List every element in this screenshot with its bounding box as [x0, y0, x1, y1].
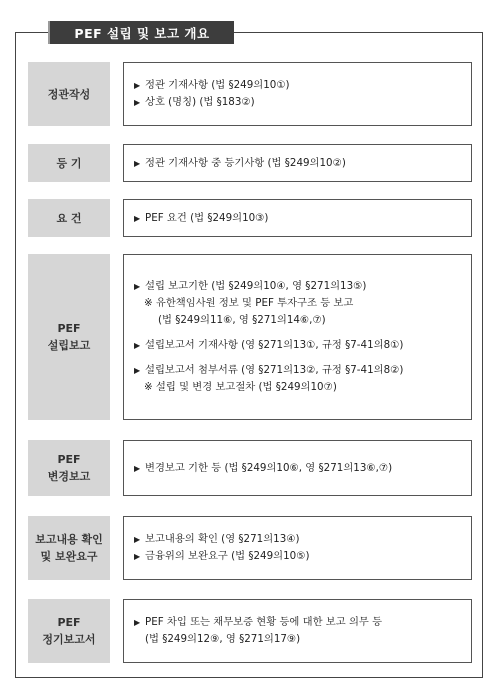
spacer: [134, 354, 461, 362]
row-content: [123, 599, 472, 663]
row-content: [123, 144, 472, 182]
bullet-text: 상호 (명칭) (법 §183②): [145, 96, 255, 108]
row-content: [123, 516, 472, 580]
row-label-line: 정관작성: [47, 87, 91, 101]
triangle-right-icon: ▶: [134, 213, 141, 223]
triangle-right-icon: ▶: [134, 98, 141, 107]
row-label-line: 정기보고서: [42, 633, 96, 646]
row-label: [28, 599, 110, 663]
triangle-right-icon: ▶: [134, 618, 141, 627]
row-label-line: 설립보고: [47, 339, 91, 352]
bullet-item: [134, 460, 461, 477]
bullet-text: 정관 기재사항 (법 §249의10①): [145, 79, 290, 91]
row-content: [123, 62, 472, 126]
note-text: ※ 설립 및 변경 보고절차 (법 §249의10⑦): [144, 381, 337, 393]
bullet-text: 설립 보고기한 (법 §249의10④, 영 §271의13⑤): [145, 280, 367, 292]
row-label-line: 보고내용 확인: [35, 533, 103, 546]
triangle-right-icon: ▶: [134, 81, 141, 90]
bullet-continuation: (법 §249의12⑨, 영 §271의17⑨): [145, 633, 301, 645]
bullet-text: PEF 요건 (법 §249의10③): [145, 211, 269, 224]
row-label: [28, 254, 110, 420]
bullet-item: [134, 94, 461, 111]
triangle-right-icon: ▶: [134, 366, 141, 375]
row-content: [123, 440, 472, 496]
row-label-line: 등 기: [56, 156, 82, 170]
row-articles: [28, 62, 472, 126]
row-label: [28, 62, 110, 126]
row-label-line: PEF: [57, 616, 81, 629]
row-change-report: [28, 440, 472, 496]
row-content: [123, 254, 472, 420]
row-label: [28, 440, 110, 496]
row-requirements: [28, 199, 472, 237]
bullet-item: [134, 278, 461, 295]
row-label-line: PEF: [57, 453, 81, 466]
bullet-item: [134, 531, 461, 548]
row-label-line: PEF: [57, 322, 81, 335]
bullet-text: 변경보고 기한 등 (법 §249의10⑥, 영 §271의13⑥,⑦): [145, 461, 393, 474]
row-periodic-report: [28, 599, 472, 663]
row-label: [28, 144, 110, 182]
triangle-right-icon: ▶: [134, 282, 141, 291]
bullet-item: [134, 362, 461, 379]
row-label: [28, 199, 110, 237]
row-label-line: 변경보고: [47, 470, 91, 483]
note-text: ※ 유한책임사원 정보 및 PEF 투자구조 등 보고: [144, 297, 354, 309]
bullet-item: [134, 548, 461, 565]
bullet-text: 설립보고서 기재사항 (영 §271의13①, 규정 §7-41의8①): [145, 339, 404, 351]
row-content: [123, 199, 472, 237]
bullet-text: 정관 기재사항 중 등기사항 (법 §249의10②): [145, 156, 346, 169]
bullet-text: PEF 차입 또는 채무보증 현황 등에 대한 보고 의무 등: [145, 616, 383, 628]
note-continuation: (법 §249의11⑥, 영 §271의14⑥,⑦): [158, 314, 326, 326]
bullet-item: [134, 210, 461, 227]
row-registration: [28, 144, 472, 182]
bullet-text: 보고내용의 확인 (영 §271의13④): [145, 533, 300, 545]
spacer: [134, 329, 461, 337]
row-label-line: 요 건: [56, 211, 82, 225]
bullet-item: [134, 77, 461, 94]
triangle-right-icon: ▶: [134, 535, 141, 544]
row-label-line: 및 보완요구: [40, 550, 98, 563]
triangle-right-icon: ▶: [134, 158, 141, 168]
triangle-right-icon: ▶: [134, 463, 141, 473]
bullet-item: [134, 155, 461, 172]
triangle-right-icon: ▶: [134, 552, 141, 561]
bullet-text: 설립보고서 첨부서류 (영 §271의13②, 규정 §7-41의8②): [145, 364, 404, 376]
row-label: [28, 516, 110, 580]
row-confirmation: [28, 516, 472, 580]
row-establishment-report: [28, 254, 472, 420]
triangle-right-icon: ▶: [134, 341, 141, 350]
bullet-item: [134, 614, 461, 631]
bullet-item: [134, 337, 461, 354]
bullet-text: 금융위의 보완요구 (법 §249의10⑤): [145, 550, 310, 562]
page-title: PEF 설립 및 보고 개요: [48, 21, 234, 44]
